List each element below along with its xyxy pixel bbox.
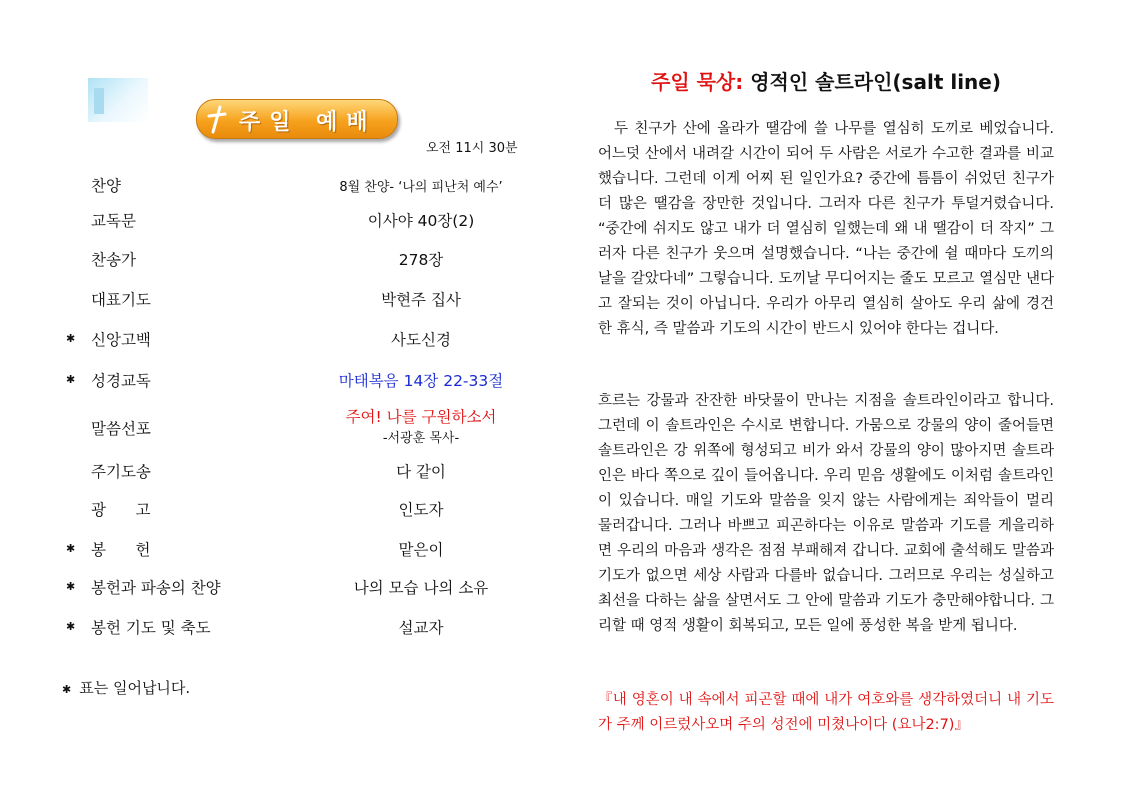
stand-marker: ✱ [66, 332, 76, 345]
order-row-benediction [66, 616, 546, 642]
order-value: 마태복음 14장 22-33절 [338, 372, 504, 390]
order-label: 주기도송 [91, 463, 151, 481]
stand-marker: ✱ [62, 683, 72, 696]
order-label: 봉헌과 파송의 찬양 [91, 579, 221, 597]
meditation-title-prefix: 주일 묵상: [651, 70, 744, 94]
meditation-paragraph-1: 두 친구가 산에 올라가 땔감에 쓸 나무를 열심히 도끼로 베었습니다. 어느덧 산에서 내려갈 시간이 되어 두 사람은 서로가 수고한 결과를 비교했습니다. 그런데 이게 어찌 된 일인가요? 중간에 틈틈이 쉬었던 친구가 더 많은 땔감을 장만한 것입니다. 그러자 다른 친구가 투덜거렸습니다. “중간에 쉬지도 않고 내가 더 열심히 일했는데 왜 내 땔감이 더 작지” 그러자 다른 친구가 웃으며 설명했습니다. “나는 중간에 쉴 때마다 도끼의 날을 갈았다네” 그렇습니다. 도끼날 무디어지는 줄도 모르고 열심만 낸다고 잘되는 것이 아닙니다. 우리가 아무리 열심히 살아도 우리 삶에 경건한 휴식, 즉 말씀과 기도의 시간이 반드시 있어야 한다는 겁니다. [598, 121, 1054, 337]
order-label: 신앙고백 [91, 331, 151, 349]
worship-title-badge [196, 99, 398, 139]
order-label: 광 고 [91, 501, 151, 519]
order-row-responsive-reading [66, 209, 546, 235]
stand-marker: ✱ [66, 542, 76, 555]
order-value: 맡은이 [398, 541, 444, 559]
order-value: 278장 [398, 251, 444, 269]
order-value: 박현주 집사 [381, 291, 461, 309]
order-label: 봉헌 기도 및 축도 [91, 619, 211, 637]
bible-verse: 『내 영혼이 내 속에서 피곤할 때에 내가 여호와를 생각하였더니 내 기도가 주께 이르렀사오며 주의 성전에 미쳤나이다 (요나2:7)』 [598, 692, 1054, 733]
meditation-paragraph-2: 흐르는 강물과 잔잔한 바닷물이 만나는 지점을 솔트라인이라고 합니다. 그런데 이 솔트라인은 수시로 변합니다. 가뭄으로 강물의 양이 줄어들면 솔트라인은 강 위쪽에 형성되고 비가 와서 강물의 양이 많아지면 솔트라인은 바다 쪽으로 깊이 들어옵니다. 우리 믿음 생활에도 이처럼 솔트라인이 있습니다. 매일 기도와 말씀을 잊지 않는 사람에게는 죄악들이 멀리 물러갑니다. 그러나 바쁘고 피곤하다는 이유로 말씀과 기도를 게을리하면 우리의 마음과 생각은 점점 부패해져 갑니다. 교회에 출석해도 말씀과 기도가 없으면 세상 사람과 다를바 없습니다. 그러므로 우리는 성실하고 최선을 다하는 삶을 살면서도 그 안에 말씀과 기도가 충만해야합니다. 그리할 때 영적 생활이 회복되고, 모든 일에 풍성한 복을 받게 됩니다. [598, 393, 1054, 634]
preacher-name: -서광훈 목사- [382, 431, 460, 446]
cross-icon [203, 104, 233, 134]
order-value: 사도신경 [391, 331, 451, 349]
stand-marker: ✱ [66, 620, 76, 633]
order-value: 8월 찬양- ‘나의 피난처 예수’ [339, 180, 503, 195]
order-row-announcements [66, 498, 546, 524]
order-label: 대표기도 [91, 291, 151, 309]
order-row-prayer [66, 288, 546, 314]
order-row-scripture [66, 369, 546, 395]
order-value: 나의 모습 나의 소유 [353, 579, 489, 597]
order-label: 찬송가 [91, 251, 136, 269]
order-value: 인도자 [398, 501, 444, 519]
order-value: 다 같이 [396, 463, 446, 481]
meditation-title-main: 영적인 솔트라인(salt line) [750, 70, 1001, 94]
order-value: 이사야 40장(2) [367, 212, 475, 230]
footnote-text: 표는 일어납니다. [79, 679, 191, 697]
order-row-sending-hymn [66, 576, 546, 602]
stand-marker: ✱ [66, 580, 76, 593]
order-label: 봉 헌 [91, 541, 151, 559]
order-row-sermon [66, 405, 546, 451]
order-label: 교독문 [91, 212, 136, 230]
order-label: 찬양 [91, 177, 121, 195]
meditation-title [598, 66, 1054, 95]
worship-title: 주일 예배 [239, 110, 377, 135]
order-row-lords-prayer [66, 460, 546, 486]
order-row-offering [66, 538, 546, 564]
order-value: 설교자 [398, 619, 444, 637]
order-label: 말씀선포 [91, 420, 151, 438]
corner-decoration [88, 78, 148, 122]
stand-marker: ✱ [66, 373, 76, 386]
stand-footnote [62, 677, 190, 698]
sermon-title: 주여! 나를 구원하소서 [345, 408, 497, 426]
service-time: 오전 11시 30분 [426, 141, 518, 156]
order-label: 성경교독 [91, 372, 151, 390]
order-row-praise [66, 174, 546, 200]
order-row-creed [66, 328, 546, 354]
order-row-hymn [66, 248, 546, 274]
